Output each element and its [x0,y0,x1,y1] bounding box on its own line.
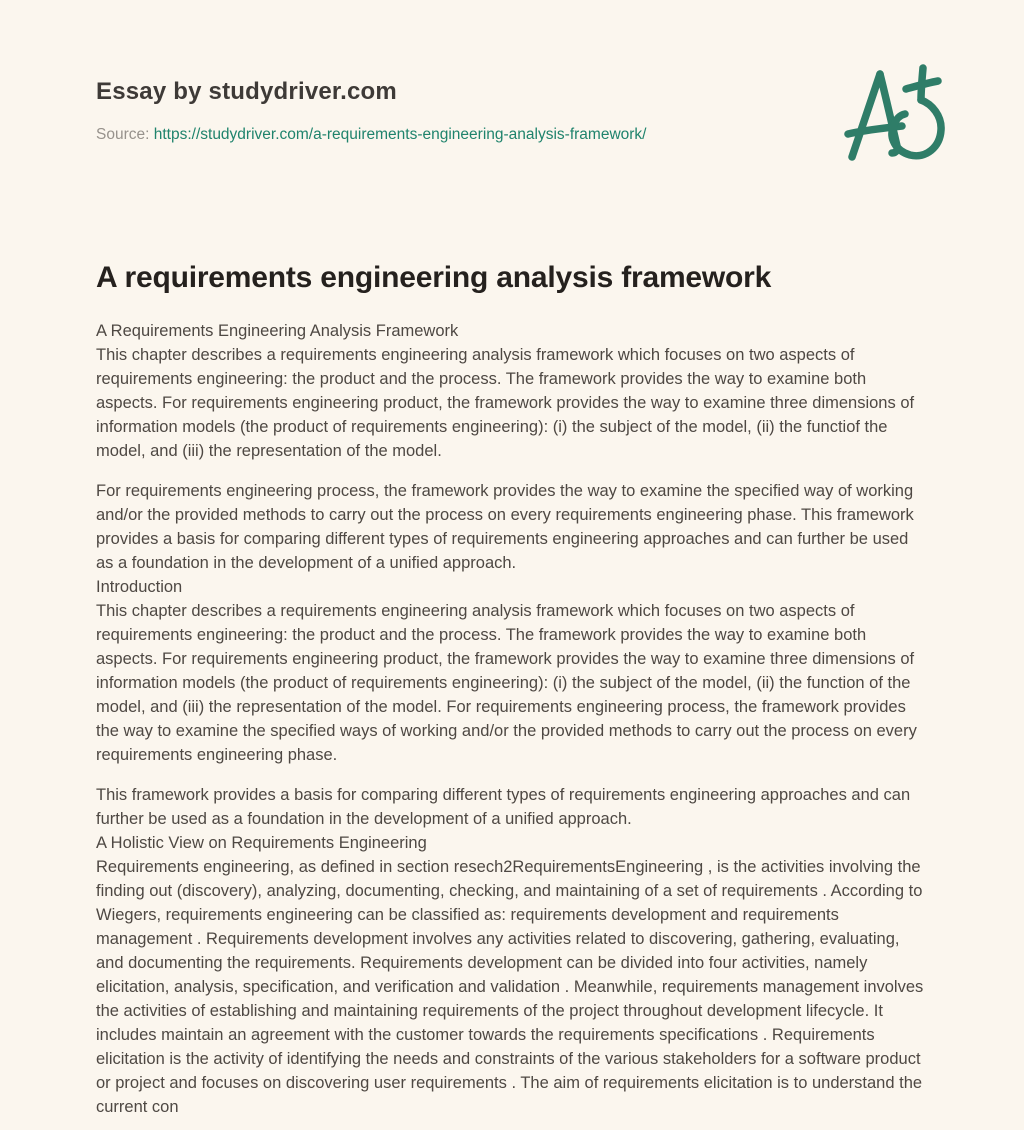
section-heading-line: Introduction [96,578,183,596]
source-row [96,126,928,144]
section-heading-line: A Holistic View on Requirements Engineering [96,834,427,852]
section-heading-line: A Requirements Engineering Analysis Framework [96,322,459,340]
paragraph-3 [96,783,928,1119]
paragraph-2 [96,479,928,767]
essay-content [96,260,928,1119]
essay-by-heading: Essay by studydriver.com [96,78,397,105]
essay-text-line: This chapter describes a requirements engineering analysis framework which focuses on two aspects of requirements engineering: the product and the process. The framework provides the way to examine both aspects. For requirements engineering product, the framework provides the way to examine three dimensions of information models (the product of requirements engineering): (i) the subject of the model, (ii) the functiof the model, and (iii) the representation of the model. [96,346,915,460]
source-label: Source: [96,126,150,143]
essay-body [96,319,928,1119]
essay-text-line: Requirements engineering, as defined in section resech2RequirementsEngineering , is the activities involving the finding out (discovery), analyzing, documenting, checking, and maintaining of a set of requirements . According to Wiegers, requirements engineering can be classified as: requirements development and requirements management . Requirements development involves any activities related to discovering, gathering, evaluating, and documenting the requirements. Requirements development can be divided into four activities, namely elicitation, analysis, specification, and verification and validation . Meanwhile, requirements management involves the activities of establishing and maintaining requirements of the project throughout development lifecycle. It includes maintain an agreement with the customer towards the requirements specifications . Requirements elicitation is the activity of identifying the needs and constraints of the various stakeholders for a software product or project and focuses on discovering user requirements . The aim of requirements elicitation is to understand the current con [96,858,924,1116]
essay-text-line: This framework provides a basis for comparing different types of requirements engineering approaches and can further be used as a foundation in the development of a unified approach. [96,786,911,828]
page-header [96,78,928,144]
essay-text-line: For requirements engineering process, the framework provides the way to examine the specified way of working and/or the provided methods to carry out the process on every requirements engineering phase. This framework provides a basis for comparing different types of requirements engineering approaches and can further be used as a foundation in the development of a unified approach. [96,482,914,572]
a-plus-logo-icon [822,56,952,168]
source-link[interactable]: https://studydriver.com/a-requirements-engineering-analysis-framework/ [153,126,647,143]
studydriver-logo [822,56,952,168]
paragraph-1 [96,319,928,463]
essay-text-line: This chapter describes a requirements engineering analysis framework which focuses on two aspects of requirements engineering: the product and the process. The framework provides the way to examine both aspects. For requirements engineering product, the framework provides the way to examine three dimensions of information models (the product of requirements engineering): (i) the subject of the model, (ii) the function of the model, and (iii) the representation of the model. For requirements engineering process, the framework provides the way to examine the specified ways of working and/or the provided methods to carry out the process on every requirements engineering phase. [96,602,917,764]
essay-title: A requirements engineering analysis framework [96,261,772,294]
